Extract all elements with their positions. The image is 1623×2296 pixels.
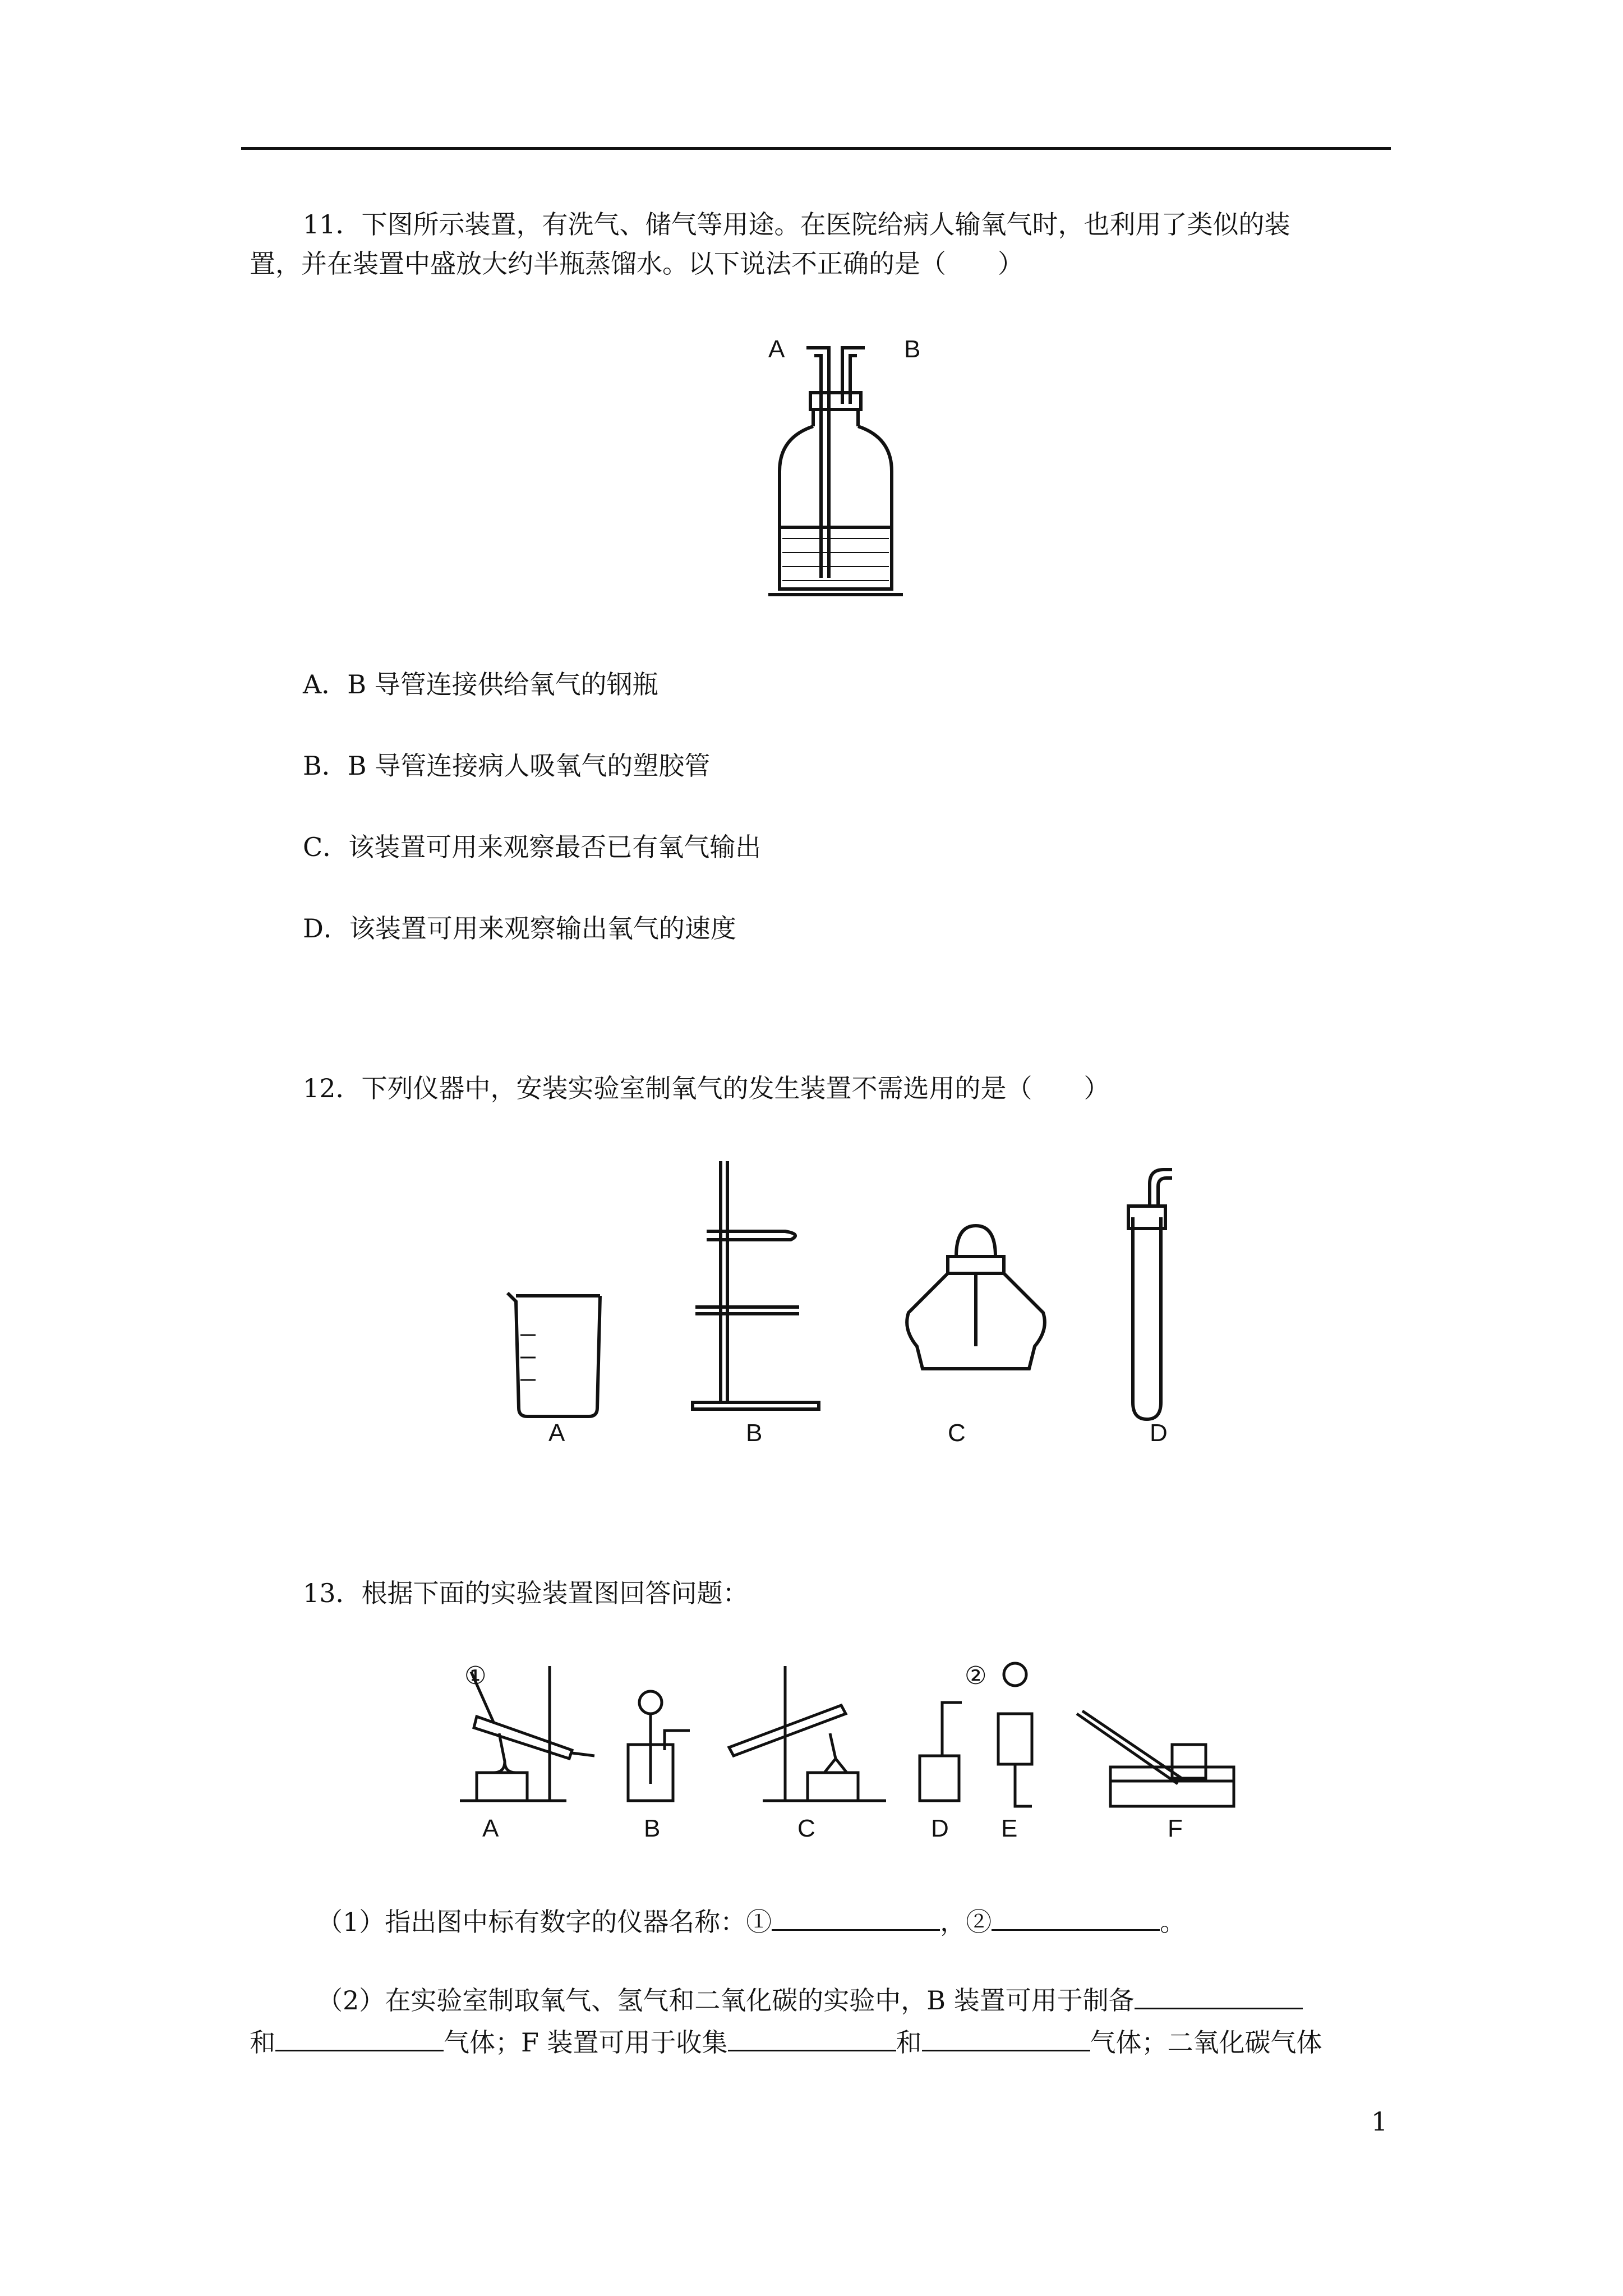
q11-option-C: C．该装置可用来观察最否已有氧气输出 xyxy=(303,832,762,862)
q13-sub2-prefix: （2）在实验室制取氧气、氢气和二氧化碳的实验中，B 装置可用于制备 xyxy=(317,1985,1135,2016)
apparatus-label-F: F xyxy=(1168,1815,1183,1842)
q12-stem: 12．下列仪器中，安装实验室制氧气的发生装置不需选用的是（ ） xyxy=(303,1073,1110,1103)
lab-instruments-figure xyxy=(505,1161,1234,1453)
q13-sub2-he2: 和 xyxy=(896,2027,922,2058)
q11-line2: 置，并在装置中盛放大约半瓶蒸馏水。以下说法不正确的是（ ） xyxy=(250,249,1023,279)
instrument-label-D: D xyxy=(1150,1419,1168,1447)
q13-sub2-part1: 气体；F 装置可用于收集 xyxy=(444,2027,728,2058)
q13-sub2-line2 xyxy=(250,2025,1322,2059)
apparatus-label-B: B xyxy=(644,1815,661,1842)
page-number: 1 xyxy=(1371,2106,1388,2137)
q13-sub1-end: 。 xyxy=(1160,1907,1186,1937)
q13-sub2-he1: 和 xyxy=(250,2027,275,2058)
blank-6[interactable] xyxy=(922,2025,1090,2051)
apparatus-label-C: C xyxy=(797,1815,815,1842)
blank-5[interactable] xyxy=(728,2025,896,2051)
instrument-label-B: B xyxy=(746,1419,763,1447)
q13-sub1-mid: ，② xyxy=(940,1907,992,1937)
blank-3[interactable] xyxy=(1135,1983,1303,2009)
q13-sub1-prefix: （1）指出图中标有数字的仪器名称：① xyxy=(317,1907,772,1937)
q11-line1: 11．下图所示装置，有洗气、储气等用途。在医院给病人输氧气时，也利用了类似的装 xyxy=(303,209,1290,240)
apparatus-label-E: E xyxy=(1001,1815,1018,1842)
q13-sub1 xyxy=(317,1904,1186,1939)
label-A: A xyxy=(768,335,785,363)
q13-sub2-line1 xyxy=(317,1983,1303,2017)
instrument-label-C: C xyxy=(948,1419,966,1447)
label-B: B xyxy=(904,335,921,363)
apparatus-label-A: A xyxy=(482,1815,499,1842)
q13-stem: 13．根据下面的实验装置图回答问题： xyxy=(303,1578,749,1608)
apparatus-label-D: D xyxy=(931,1815,949,1842)
gas-washing-bottle-figure xyxy=(768,331,903,606)
q11-option-B: B．B 导管连接病人吸氧气的塑胶管 xyxy=(303,751,711,781)
circled-number-2: ② xyxy=(965,1662,987,1690)
blank-2[interactable] xyxy=(992,1904,1160,1931)
circled-number-1: ① xyxy=(464,1662,487,1690)
header-rule xyxy=(241,147,1391,150)
q13-sub2-part2: 气体；二氧化碳气体 xyxy=(1090,2027,1322,2058)
instrument-label-A: A xyxy=(548,1419,565,1447)
q11-option-D: D．该装置可用来观察输出氧气的速度 xyxy=(303,913,736,944)
experiment-apparatus-figure xyxy=(449,1660,1245,1840)
q11-option-A: A．B 导管连接供给氧气的钢瓶 xyxy=(303,669,658,700)
blank-4[interactable] xyxy=(275,2025,444,2051)
blank-1[interactable] xyxy=(772,1904,940,1931)
